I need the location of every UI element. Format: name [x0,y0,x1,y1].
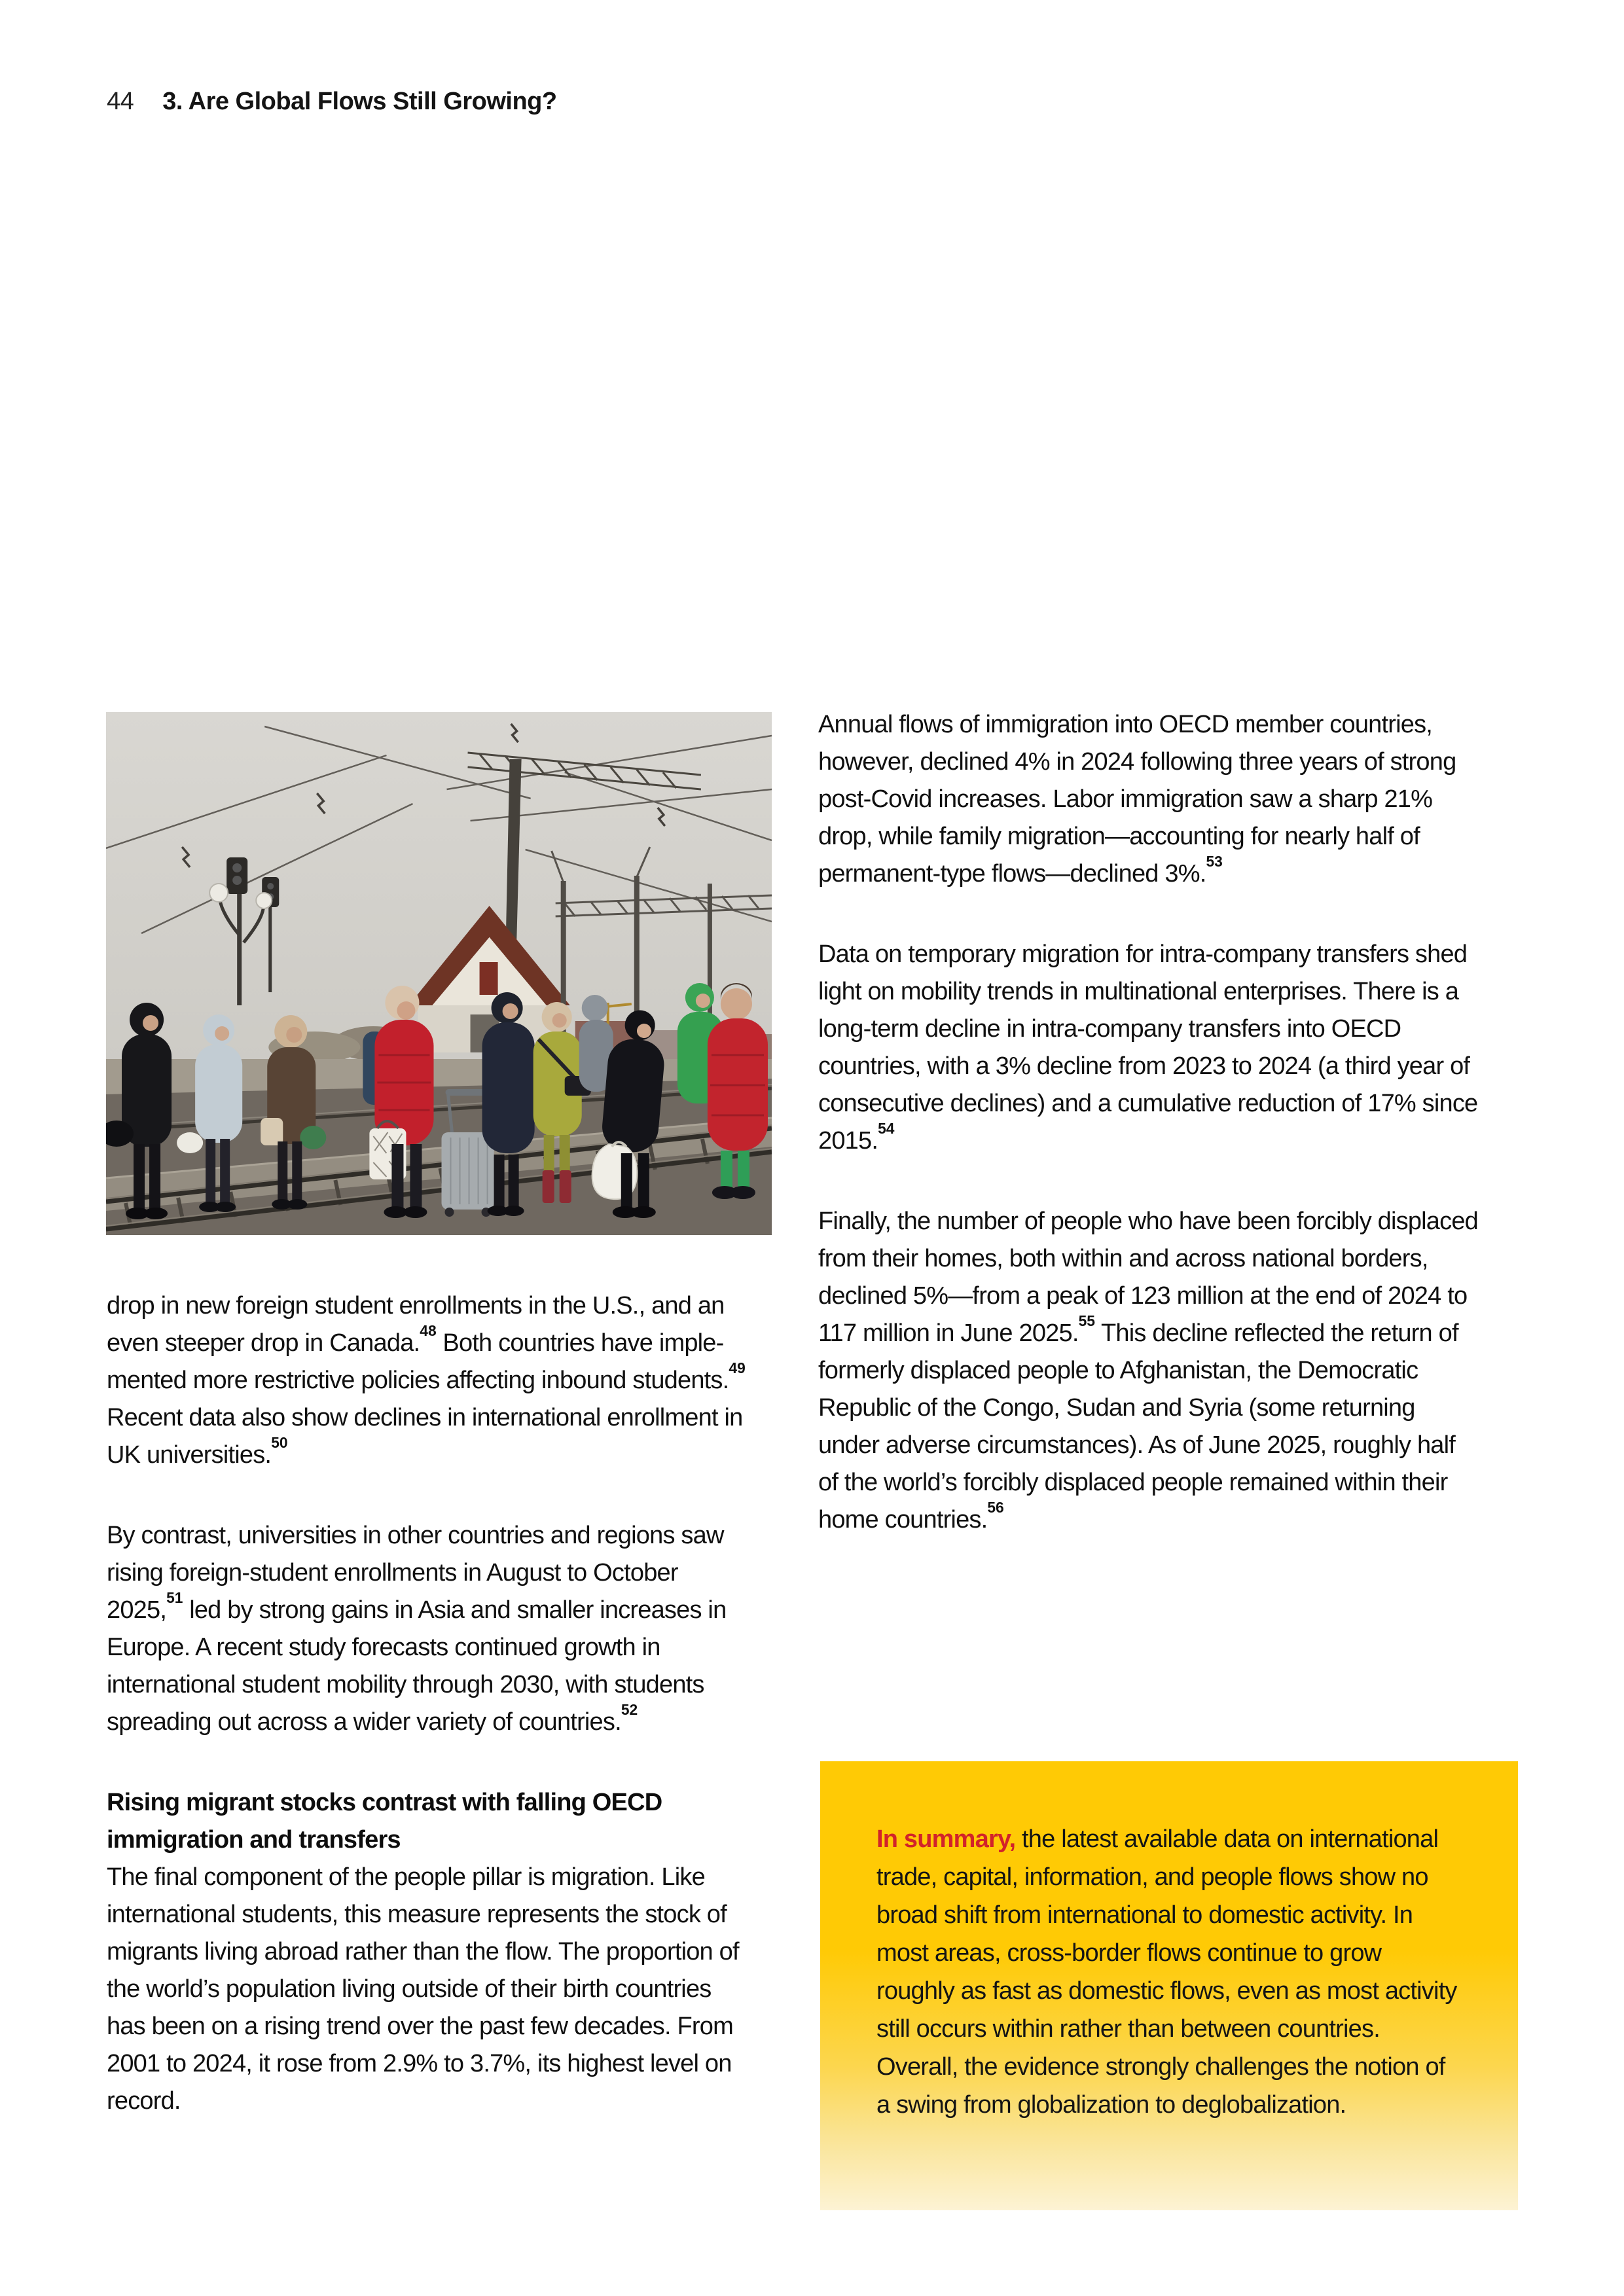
summary-body: the latest available data on international trade, capital, information, and people flows show no broad shift from international to domestic activity. In most areas, cross-border flows continue to grow roughly as fast as domestic flows, even as most activity still occurs within rather than between countries. Overall, the evidence strongly challenges the notion of a swing from globalization to deglobalization. [876,1825,1457,2119]
footnote-ref: 54 [878,1119,895,1137]
summary-text [876,1820,1462,2124]
station-photo [106,712,772,1235]
station-photo-illustration [106,712,772,1235]
page-number: 44 [107,88,134,115]
paragraph-oecd-immigration: Annual flows of immigration into OECD member countries, however, declined 4% in 2024 following three years of strong post-Covid increases. Labor immigration saw a sharp 21% drop, while family migration—accounting for nearly half of permanent-type flows—declined 3%.$^{53}$ [818,711,1456,888]
summary-box [820,1761,1518,2210]
footnote-ref: 49 [729,1359,746,1376]
footnote-ref: 55 [1078,1312,1095,1329]
left-column [107,1287,756,2120]
page-header [107,86,557,117]
subheading-migrant-stocks: Rising migrant stocks contrast with falling OECD immigration and transfers [107,1789,662,1854]
footnote-ref: 56 [987,1498,1004,1516]
summary-lead: In summary, [876,1825,1016,1853]
footnote-ref: 52 [621,1700,638,1718]
footnote-ref: 51 [166,1588,183,1606]
footnote-ref: 48 [420,1321,437,1339]
paragraph-displaced: Finally, the number of people who have been forcibly displaced from their homes, both within and across national borders, declined 5%—from a peak of 123 million at the end of 2024 to 117 million in June 2025.55 This decline reflected the return of formerly displaced people to Afghanistan, the Democratic Republic of the Congo, Sudan and Syria (some returning under adverse circumstances). As of June 2025, roughly half of the world’s forcibly displaced people remained within their home countries.$^{56}$ [818,1208,1478,1534]
paragraph-students-decline: drop in new foreign student enrollments in the U.S., and an even steeper drop in Canada.$^{48}$ Both countries have implemented more restrictive policies affecting inbound students.$^{49}$ Recent data also show declines in international enrollment in UK universities.$^{50}$ [107,1292,746,1469]
footnote-ref: 50 [271,1433,288,1451]
paragraph-intra-company: Data on temporary migration for intra-company transfers shed light on mobility trends in multinational enterprises. There is a long-term decline in intra-company transfers into OECD countries, with a 3% decline from 2023 to 2024 (a third year of consecutive declines) and a cumulative reduction of 17% since 2015.54 [818,941,1478,1155]
right-column [818,706,1481,1539]
footnote-ref: 53 [1206,852,1223,870]
paragraph-migration: The final component of the people pillar is migration. Like international students, this measure represents the stock of migrants living abroad rather than the flow. The proportion of the world’s population living outside of their birth countries has been on a rising trend over the past few decades. From 2001 to 2024, it rose from 2.9% to 3.7%, its highest level on record. [107,1863,739,2115]
paragraph-students-contrast: By contrast, universities in other countries and regions saw rising foreign-student enrollments in August to October 2025,51 led by strong gains in Asia and smaller increases in Europe. A recent study forecasts continued growth in international student mobility through 2030, with students spreading out across a wider variety of countries.$^{52}$ [107,1522,727,1736]
chapter-title: 3. Are Global Flows Still Growing? [162,88,557,115]
